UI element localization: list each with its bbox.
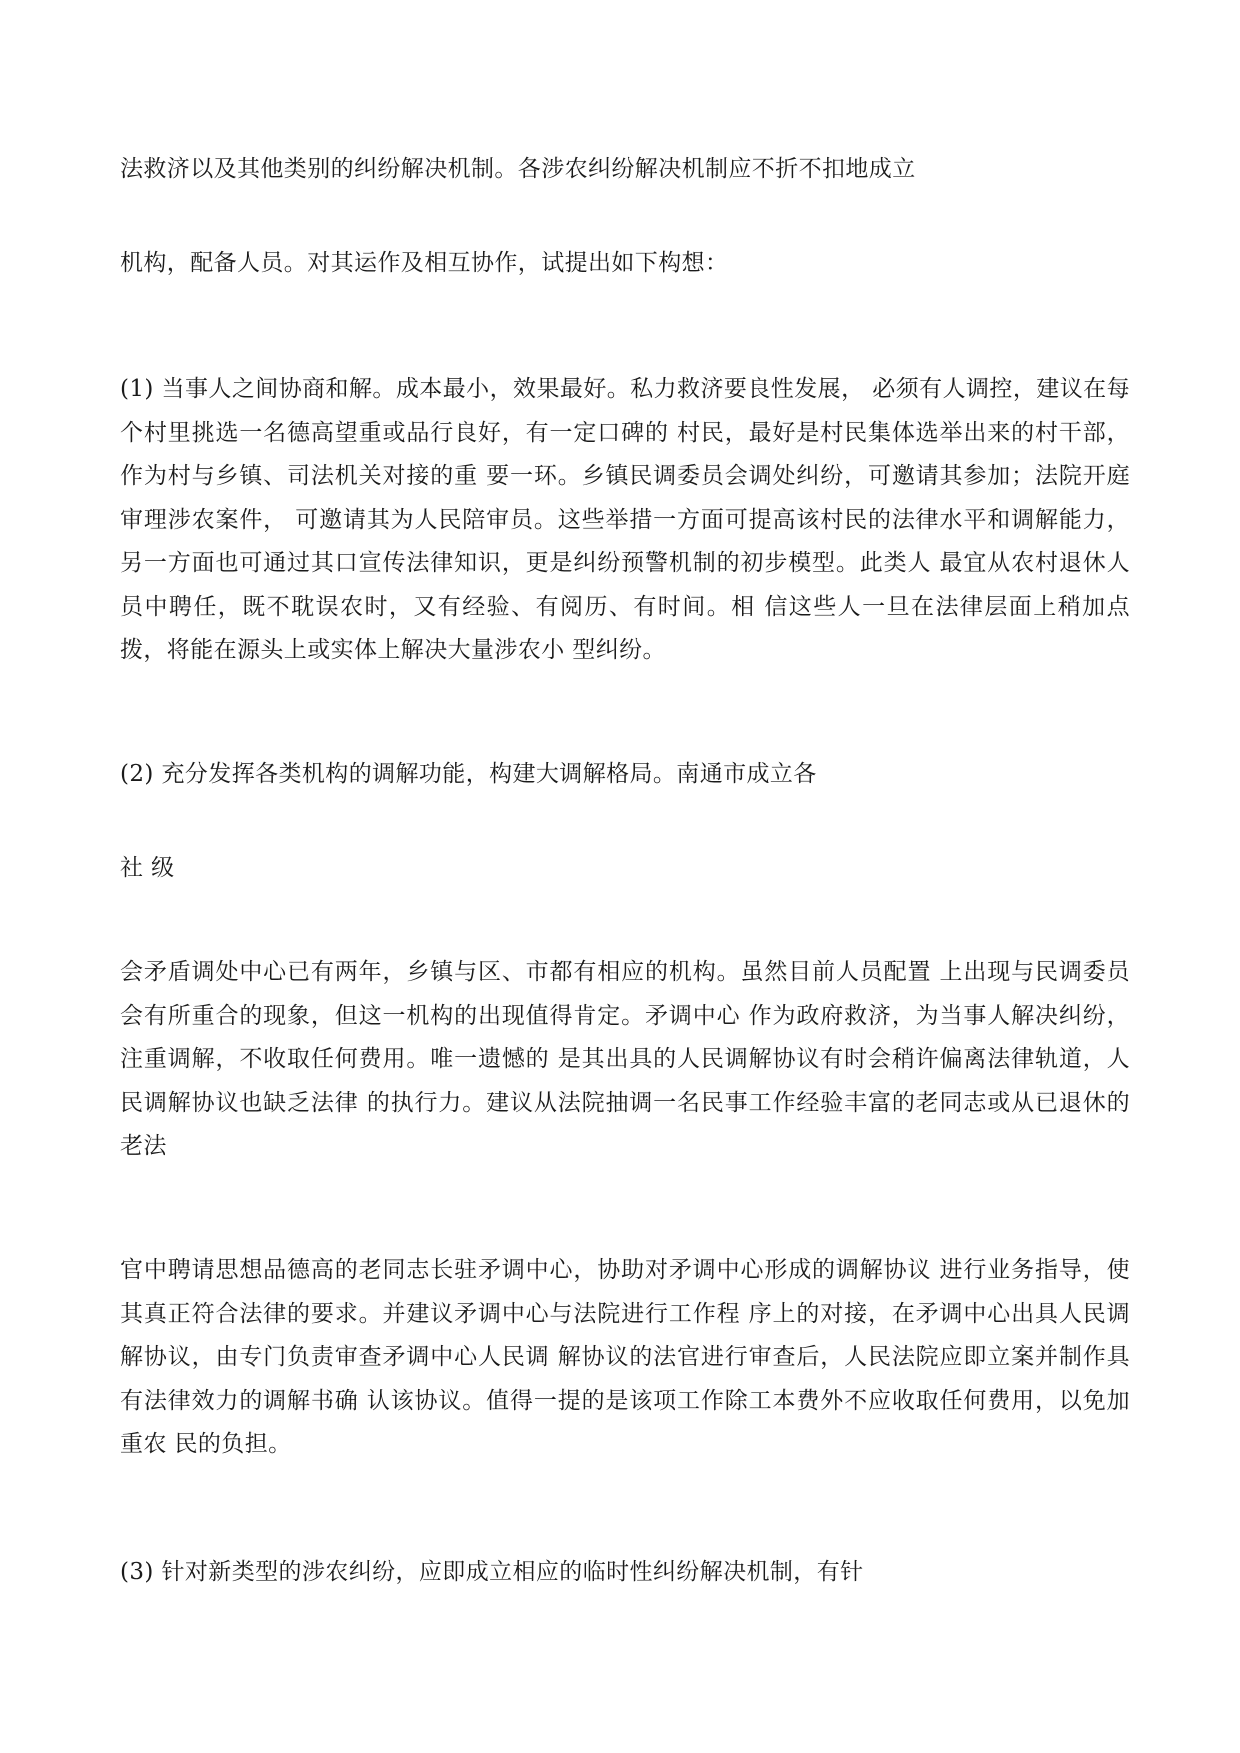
paragraph-fragment: 社 级 [120,855,175,881]
paragraph-3: 会矛盾调处中心已有两年，乡镇与区、市都有相应的机构。虽然目前人员配置 上出现与民调委员会有所重合的现象，但这一机构的出现值得肯定。矛调中心 作为政府救济，为当事人解决纠纷，注重调解，不收取任何费用。唯一遗憾的 是其出具的人民调解协议有时会稍许偏离法律轨道，人民调解协议也缺乏法律 的执行力。建议从法院抽调一名民事工作经验丰富的老同志或从已退休的老法 [120,959,1130,1159]
paragraph-item-3: (3) 针对新类型的涉农纠纷，应即成立相应的临时性纠纷解决机制，有针 [120,1559,864,1585]
paragraph-1: 法救济以及其他类别的纠纷解决机制。各涉农纠纷解决机制应不折不扣地成立 [120,156,916,182]
paragraph-item-1: (1) 当事人之间协商和解。成本最小，效果最好。私力救济要良性发展， 必须有人调控，建议在每个村里挑选一名德高望重或品行良好，有一定口碑的 村民，最好是村民集体选举出来的村干部，作为村与乡镇、司法机关对接的重 要一环。乡镇民调委员会调处纠纷，可邀请其参加；法院开庭审理涉农案件， 可邀请其为人民陪审员。这些举措一方面可提高该村民的法律水平和调解能力， 另一方面也可通过其口宣传法律知识，更是纠纷预警机制的初步模型。此类人 最宜从农村退休人员中聘任，既不耽误农时，又有经验、有阅历、有时间。相 信这些人一旦在法律层面上稍加点拨，将能在源头上或实体上解决大量涉农小 型纠纷。 [120,376,1130,663]
paragraph-4: 官中聘请思想品德高的老同志长驻矛调中心，协助对矛调中心形成的调解协议 进行业务指导，使其真正符合法律的要求。并建议矛调中心与法院进行工作程 序上的对接，在矛调中心出具人民调解协议，由专门负责审查矛调中心人民调 解协议的法官进行审查后，人民法院应即立案并制作具有法律效力的调解书确 认该协议。值得一提的是该项工作除工本费外不应收取任何费用，以免加重农 民的负担。 [120,1257,1130,1457]
paragraph-item-2: (2) 充分发挥各类机构的调解功能，构建大调解格局。南通市成立各 [120,761,817,787]
paragraph-2: 机构，配备人员。对其运作及相互协作，试提出如下构想： [120,250,729,276]
